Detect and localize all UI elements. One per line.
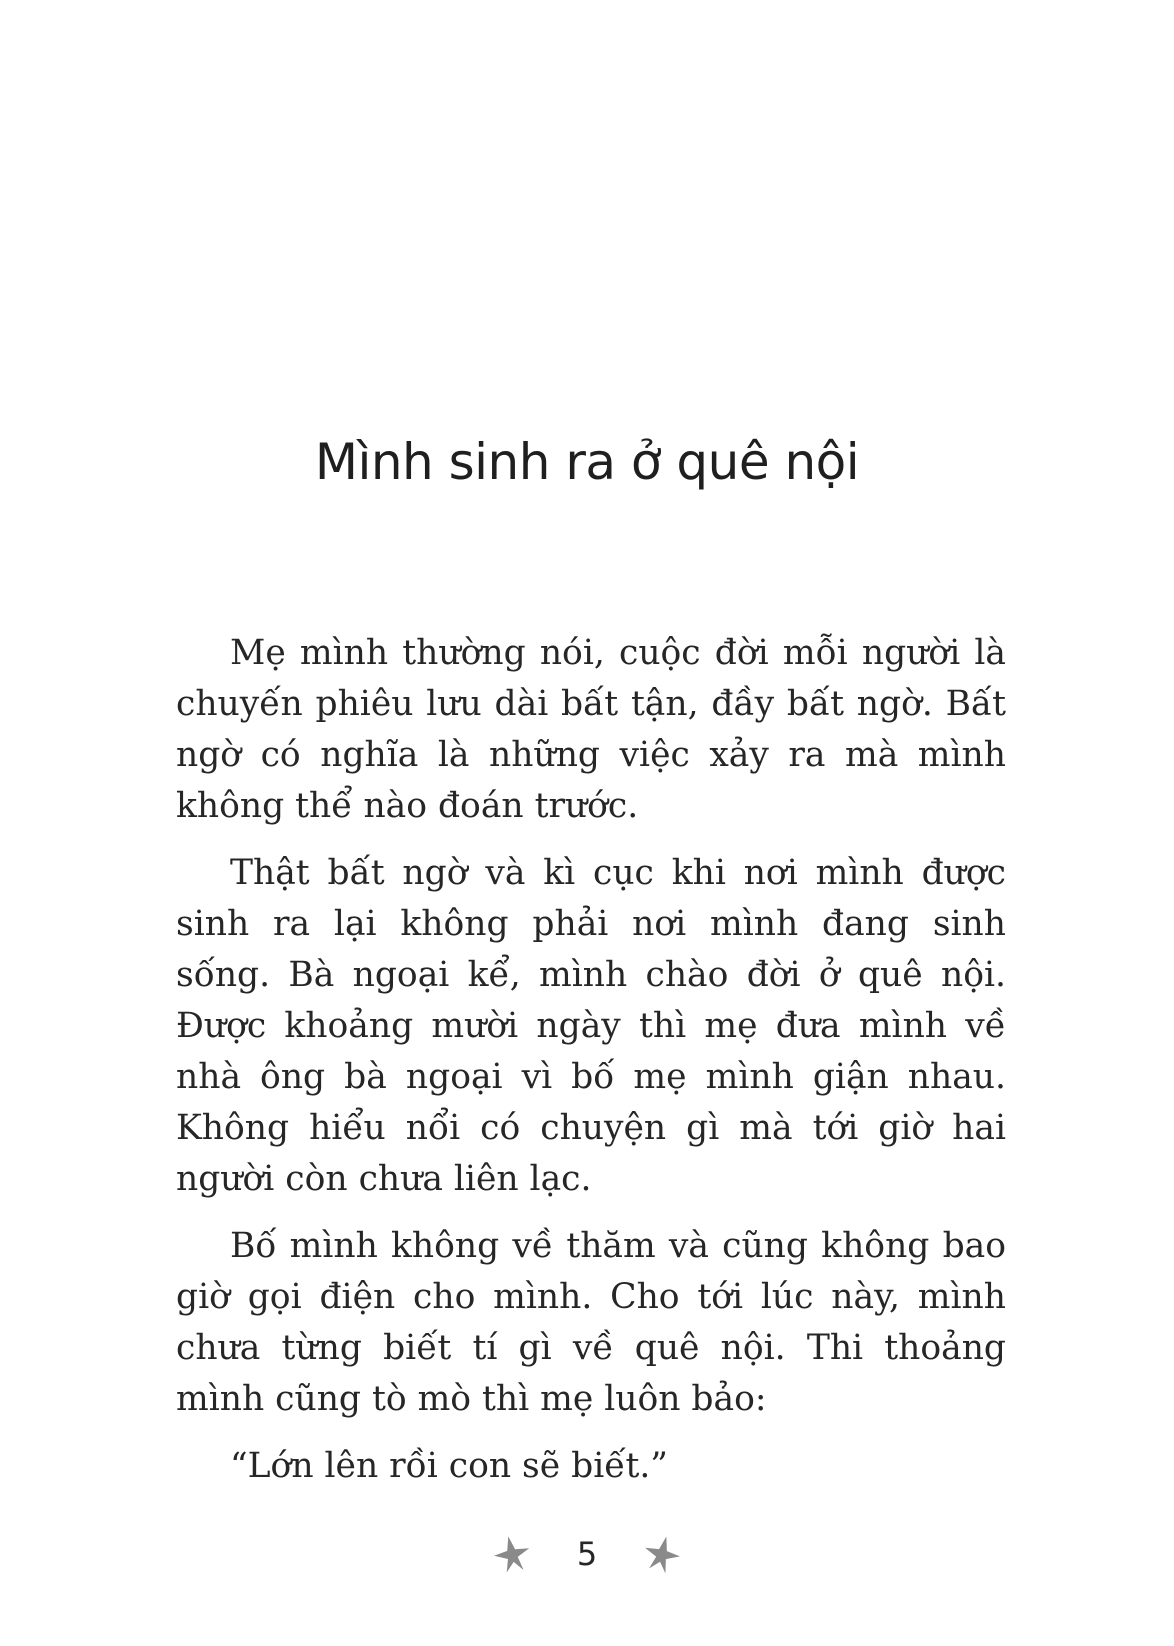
star-icon bbox=[492, 1534, 532, 1574]
page-footer bbox=[0, 1530, 1174, 1578]
page-number: 5 bbox=[576, 1535, 598, 1573]
paragraph: “Lớn lên rồi con sẽ biết.” bbox=[230, 1446, 668, 1486]
paragraph: Bố mình không về thăm và cũng không bao giờ gọi điện cho mình. Cho tới lúc này, mình chưa từng biết tí gì về quê nội. Thi thoảng mình cũng tò mò thì mẹ luôn bảo: bbox=[176, 1226, 1006, 1419]
star-icon bbox=[642, 1534, 682, 1574]
chapter-title: Mình sinh ra ở quê nội bbox=[314, 433, 860, 491]
star-shape bbox=[642, 1534, 682, 1574]
paragraph: Mẹ mình thường nói, cuộc đời mỗi người là chuyến phiêu lưu dài bất tận, đầy bất ngờ. Bất ngờ có nghĩa là những việc xảy ra mà mình không thể nào đoán trước. bbox=[176, 633, 1006, 826]
chapter-body bbox=[176, 628, 1006, 1508]
star-shape bbox=[492, 1534, 532, 1574]
paragraph: Thật bất ngờ và kì cục khi nơi mình được sinh ra lại không phải nơi mình đang sinh sống. Bà ngoại kể, mình chào đời ở quê nội. Được khoảng mười ngày thì mẹ đưa mình về nhà ông bà ngoại vì bố mẹ mình giận nhau. Không hiểu nổi có chuyện gì mà tới giờ hai người còn chưa liên lạc. bbox=[176, 853, 1006, 1199]
